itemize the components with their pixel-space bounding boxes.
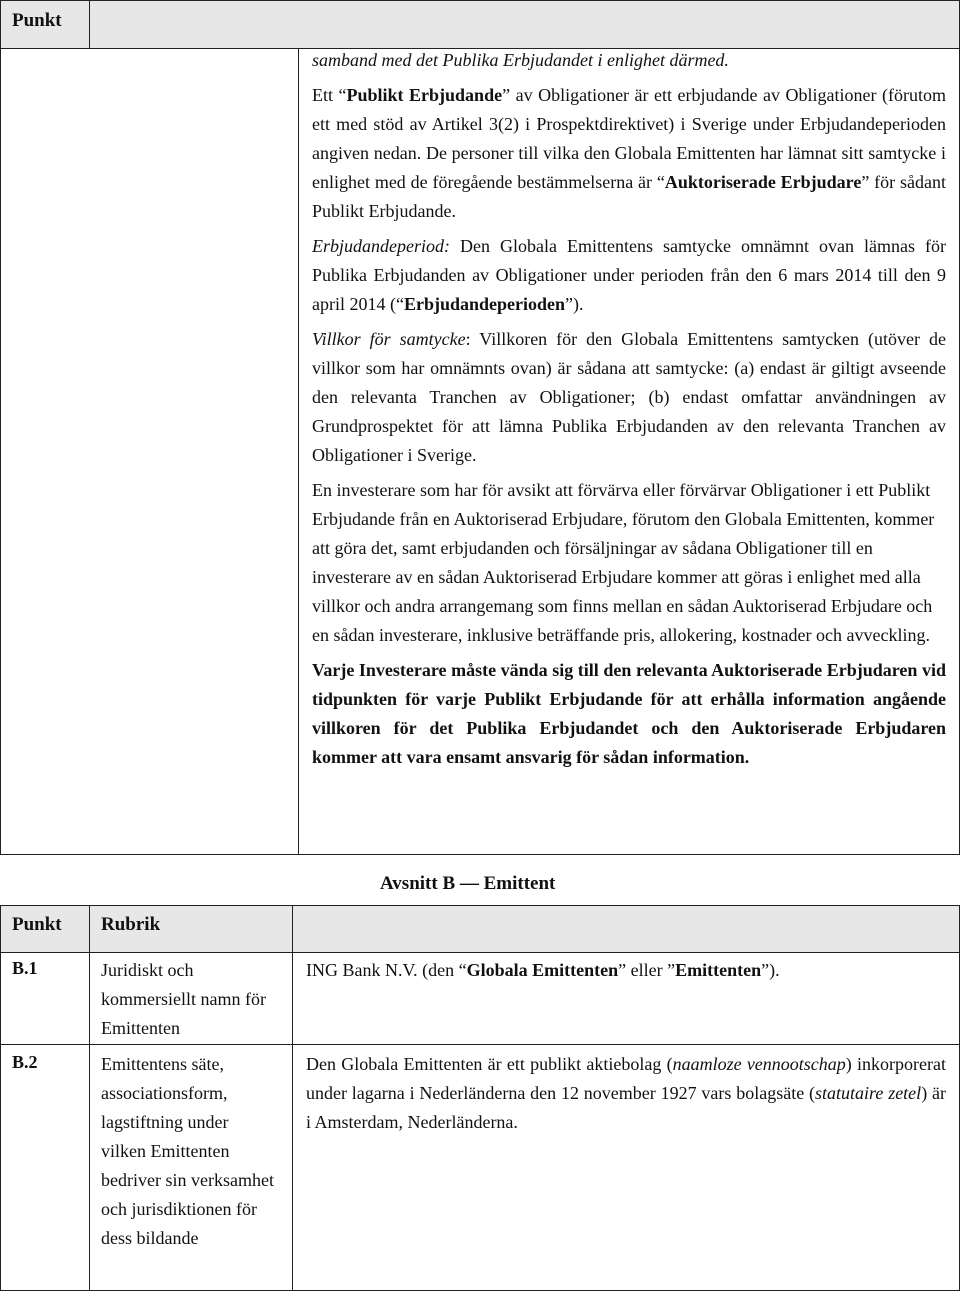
paragraph-villkor	[312, 325, 946, 470]
paragraph-label: Erbjudandeperiod:	[312, 236, 450, 256]
text-span: ) är i Amsterdam, Nederländerna.	[306, 1083, 946, 1132]
text-span: ) inkorporerat under lagarna i Nederländerna den 12 november 1927 vars bolagsäte (	[306, 1054, 946, 1103]
text-span: eller	[630, 960, 663, 980]
defined-term: Emittenten	[675, 960, 762, 980]
row-b2-punkt: B.2	[12, 1052, 38, 1072]
paragraph-publikt-erbjudande: Ett “Publikt Erbjudande” av Obligationer är ett erbjudande av Obligationer (förutom ett med stöd av Artikel 3(2) i Prospektdirektivet) i Sverige under Erbjudandeperioden angiven nedan. De personer till vilka den Globala Emittenten har lämnat sitt samtycke i enlighet med de föregående bestämmelserna är “Auktoriserade Erbjudare” för sådant Publikt Erbjudande.	[312, 85, 946, 221]
divider	[298, 48, 299, 855]
text-span: samband med det Publika Erbjudandet i enlighet därmed.	[312, 50, 729, 70]
bottom-table-header-rubrik: Rubrik	[101, 914, 161, 935]
text-span: Den Globala Emittentens samtycke omnämnt ovan lämnas för Publika Erbjudanden av Obligationer under perioden från den 6 mars 2014 till den 9 april 2014 (	[312, 236, 946, 314]
row-b2-text	[306, 1050, 946, 1137]
paragraph-continuation	[312, 46, 946, 75]
defined-term: Erbjudandeperioden	[403, 294, 566, 314]
text-span: ING Bank N.V. (den	[306, 960, 455, 980]
text-span: naamloze vennootschap	[672, 1054, 846, 1074]
bottom-table	[0, 905, 960, 1291]
row-b1-rubrik: Juridiskt och kommersiellt namn för Emittenten	[101, 960, 266, 1038]
paragraph-label: Villkor för samtycke	[312, 329, 466, 349]
text-span: En investerare som har för avsikt att förvärva eller förvärvar Obligationer i ett Publikt Erbjudande från en Auktoriserad Erbjudare, förutom den Globala Emittenten, kommer att göra det, samt erbjudanden och försäljningar av sådana Obligationer till en investerare av en sådan Auktoriserad Erbjudare kommer att göras i enlighet med alla villkor och andra arrangemang som finns mellan en sådan Auktoriserad Erbjudare och en sådan investerare, inklusive beträffande pris, allokering, kostnader och avveckling.	[312, 480, 935, 645]
text-span: Varje Investerare måste vända sig till den relevanta Auktoriserade Erbjudaren vid tidpunkten för varje Publikt Erbjudande för att erhålla information angående villkoren för det Publika Erbjudandet och den Auktoriserade Erbjudaren kommer att vara ensamt ansvarig för sådan information.	[312, 660, 946, 767]
defined-term: Publikt Erbjudande	[346, 85, 503, 105]
row-b1-text: ING Bank N.V. (den “Globala Emittenten” eller ”Emittenten”).	[306, 960, 780, 980]
top-table-header-punkt: Punkt	[12, 10, 62, 31]
text-span: Ett	[312, 85, 333, 105]
paragraph-varje-investerare	[312, 656, 946, 772]
row-b1-punkt: B.1	[12, 958, 38, 978]
text-span: för sådant Publikt Erbjudande.	[312, 172, 946, 221]
paragraph-erbjudandeperiod: Erbjudandeperiod: Den Globala Emittentens samtycke omnämnt ovan lämnas för Publika Erbjudanden av Obligationer under perioden från den 6 mars 2014 till den 9 april 2014 (“Erbjudandeperioden”).	[312, 236, 946, 314]
text-span: Den Globala Emittenten är ett publikt aktiebolag (	[306, 1054, 673, 1074]
top-table-body	[312, 46, 946, 778]
text-span: ).	[573, 294, 584, 314]
row-b2-rubrik: Emittentens säte, associationsform, lagstiftning under vilken Emittenten bedriver sin verksamhet och jurisdiktionen för dess bildande	[101, 1054, 274, 1248]
bottom-table-header-punkt: Punkt	[12, 914, 62, 935]
divider	[89, 0, 90, 48]
section-title: Avsnitt B — Emittent	[380, 873, 556, 894]
paragraph-investerare	[312, 476, 946, 650]
text-span: statutaire zetel	[815, 1083, 922, 1103]
defined-term: Globala Emittenten	[466, 960, 619, 980]
text-span: ).	[769, 960, 780, 980]
defined-term: Auktoriserade Erbjudare	[664, 172, 862, 192]
text-span: : Villkoren för den Globala Emittentens samtycken (utöver de villkor som har omnämnts ovan) är sådana att samtycke: (a) endast är giltigt avseende den relevanta Tranchen av Obligationer; (b) endast omfattar användningen av Grundprospektet för att lämna Publika Erbjudanden av den relevanta Tranchen av Obligationer i Sverige.	[312, 329, 946, 465]
text-span: av Obligationer är ett erbjudande av Obligationer (förutom ett med stöd av Artikel 3(2) i Prospektdirektivet) i Sverige under Erbjudandeperioden angiven nedan. De personer till vilka den Globala Emittenten har lämnat sitt samtycke i enlighet med de föregående bestämmelserna är	[312, 85, 946, 192]
